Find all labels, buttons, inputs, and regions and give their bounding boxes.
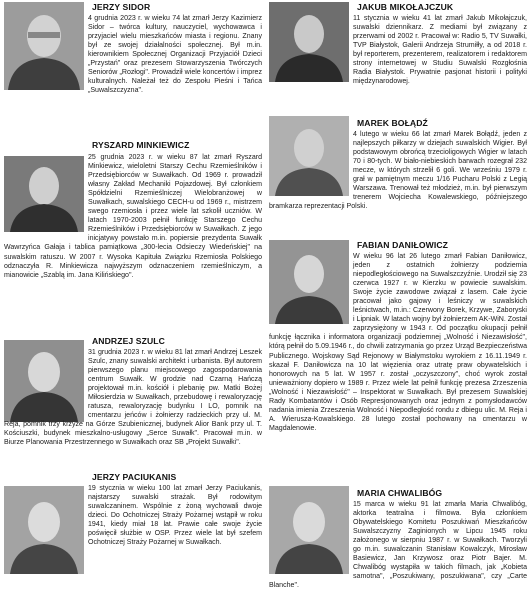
person-name: JAKUB MIKOŁAJCZUK (357, 2, 454, 12)
obituary-text: 31 grudnia 2023 r. w wieku 81 lat zmarł Andrzej Leszek Szulc, znany suwalski architekt i urbanista. Był autorem pierwszego planu miejscowego zagospodarowania centrum Suwałk. W grodzie nad Czarną Hańczą projektował m.in. kościół i plebanię pw. Matki Bożej Miłosierdzia w Suwałkach, przebudowę i rewaloryzację ratusza, rewaloryzację budynku I LO, pomnik na cmentarzu jeńców i żołnierzy radzieckich przy ul. M. Reja, pomnik trzy krzyże na Górze Szubienicznej, budynek Alior Bank przy ul. T. Kościuszki, budynek mieszkalno-usługowy „Serce Suwałk". Pracował m.in. w Biurze Planowania Przestrzennego w Suwałkach oraz SB „Projekt Suwałki". (4, 349, 262, 447)
person-name: MAREK BOŁĄDŹ (357, 118, 428, 128)
obituary-entry (4, 140, 262, 310)
obituary-entry (269, 486, 527, 598)
obituary-entry (269, 2, 527, 110)
person-name: MARIA CHWALIBÓG (357, 488, 443, 498)
obituary-text: 25 grudnia 2023 r. w wieku 87 lat zmarł Ryszard Minkiewicz, wieloletni Starszy Cechu Rzemieślników i Przedsiębiorców w Suwałkach. Od 1969 r. prowadził własny Zakład Mechaniki Pojazdowej. Był członkiem Spółdzielni Rzemieślniczej Wielobranżowej w Suwałkach, suwalskiego CECH-u od 1969 r., mistrzem swego rzemiosła i przez wiele lat szkolił uczniów. W latach 1970-2003 pełnił funkcję Starszego Cechu Rzemieślników i Przedsiębiorców w Suwałkach. Z jego inicjatywy powstało m.in. popiersie prezydenta Suwałk Wawrzyńca Gałaja i tablica pamiątkowa „300-lecia Odsieczy Wiedeńskiej" na suwalskim ratuszu. W 2007 r. Wysoka Kapituła Związku Rzemiosła Polskiego odznaczyła R. Minkiewicza najwyższym odznaczeniem rzemieślniczym, a mianowicie „Szablą im. Jana Kilińskiego". (4, 154, 262, 279)
person-name: ANDRZEJ SZULC (92, 336, 165, 346)
person-name: FABIAN DANIŁOWICZ (357, 240, 448, 250)
obituary-text: 15 marca w wieku 91 lat zmarła Maria Chwalibóg, aktorka teatralna i filmowa. Była członkiem Obywatelskiego Komitetu Poszukiwań Mieszkańców Suwalszczyzny Zaginionych w Lipcu 1945 roku założonego w sierpniu 1987 r. w Suwałkach. Tworzyli go m.in. suwalczanin Stanisław Kowalczyk, Mirosław Basiewicz, Jan Krzywosz oraz Piotr Bajer. M. Chwalibóg wystąpiła w takich filmach, jak „Kobieta samotna", „Poszukiwany, poszukiwana", czy „Carte Blanche". (269, 501, 527, 590)
person-name: JERZY PACIUKANIS (92, 472, 177, 482)
person-name: RYSZARD MINKIEWICZ (92, 140, 190, 150)
obituary-entry (4, 472, 262, 598)
obituary-text: 4 lutego w wieku 66 lat zmarł Marek Bołądź, jeden z najlepszych piłkarzy w dziejach suwalskich Wigier. Był podstawowym obrońcą trzecioligowych Wigier w latach 70 i 80-tych. W biało-niebieskich barwach rozegrał 232 mecze, w których strzelił 6 goli. We wrześniu 1979 r. grał w pamiętnym meczu 1/16 Pucharu Polski z Legią Warszawa. Trenował też młodzież, m.in. był pierwszym trenerem Wojciecha Kowalewskiego, późniejszego bramkarza reprezentacji Polski. (269, 131, 527, 211)
obituary-entry (269, 116, 527, 250)
obituary-text: 4 grudnia 2023 r. w wieku 74 lat zmarł Jerzy Kazimierz Sidor – twórca kultury, nauczyciel, wychowawca i przyjaciel wielu mieszkańców miasta i regionu. Znany był ze swojej działalności społecznej. Był m.in. kierownikiem Społecznej Organizacji Przyjaciół Dzieci „Przystań" oraz prezesem Stowarzyszenia Twórczych Seniorów „Rozłogi". Prowadził wiele koncertów i imprez kulturalnych. Należał też do Zespołu Pieśni i Tańca „Suwalszczyzna". (88, 15, 262, 95)
obituary-entry (269, 240, 527, 492)
obituary-entry (4, 2, 262, 150)
obituary-text: W wieku 96 lat 26 lutego zmarł Fabian Daniłowicz, jeden z ostatnich żołnierzy podziemia niepodległościowego na Suwalszczyźnie. Urodził się 23 czerwca 1927 r. w Kierzku w powiecie suwalskim. Swoje życie zawodowe związał z lasem. Całe życie pracował jako gajowy i leśniczy w suwalskich leśnictwach, m.in.: Czerwony Borek, Krzywe, Zaboryski i Lipniak. W latach wojny był żołnierzem AK-WiN. Został zaprzysiężony w 1943 r. Od początku okupacji pełnił funkcję łącznika i informatora organizacji podziemnej „Wolność i Niezawisłość", którą pełnił do 5.09.1946 r., do chwili zatrzymania go przez Urząd Bezpieczeństwa Publicznego. Wojskowy Sąd Rejonowy w Białymstoku wyrokiem z 16.11.1949 r. skazał F. Daniłowicza na 10 lat więzienia oraz utratę praw obywatelskich i honorowych na 5 lat. W 1957 r. został „oczyszczony", choć wyrok został unieważniony dopiero w 1989 r. Przez wiele lat pełnił funkcję prezesa Zrzeszenia „Wolność i Niezawisłość" – Inspektorat w Suwałkach. Był prezesem Suwalskiej Rady Kombatantów i Osób Represjonowanych oraz jednym z pomysłodawców nadania imienia Zrzeszenia Wolność i Niepodległość rondu z dbiegu ulic. M. Reja i A. Wierusza-Kowalskiego. 28 lutego został pochowany na cmentarzu w Magdalenowie. (269, 253, 527, 432)
obituary-text: 19 stycznia w wieku 100 lat zmarł Jerzy Paciukanis, najstarszy suwalski strażak. Był rodowitym suwalczaninem. Wspólnie z żoną wychowali dwoje dzieci. Do Ochotniczej Straży Pożarnej wstąpił w roku 1941, kiedy miał 18 lat. Prawie całe swoje życie poświęcił służbie w OSP. Przez wiele lat był szefem Ochotniczej Straży Pożarnej w Suwałkach. (88, 485, 262, 547)
person-name: JERZY SIDOR (92, 2, 151, 12)
obituary-entry (4, 336, 262, 468)
obituary-text: 11 stycznia w wieku 41 lat zmarł Jakub Mikołajczuk, suwalski dziennikarz. Z mediami był związany z przerwami od 2002 r. Pracował w: Radio 5, TV Suwałki, TVP Białystok, Galerii Andrzeja Strumiłły, a od 2018 r. był reporterem, prezenterem, realizatorem i redaktorem strony internetowej w Studiu Suwalski Rozgłośnia Radia Białystok. Prywatnie pasjonat historii i polityki międzynarodowej. (353, 15, 527, 86)
